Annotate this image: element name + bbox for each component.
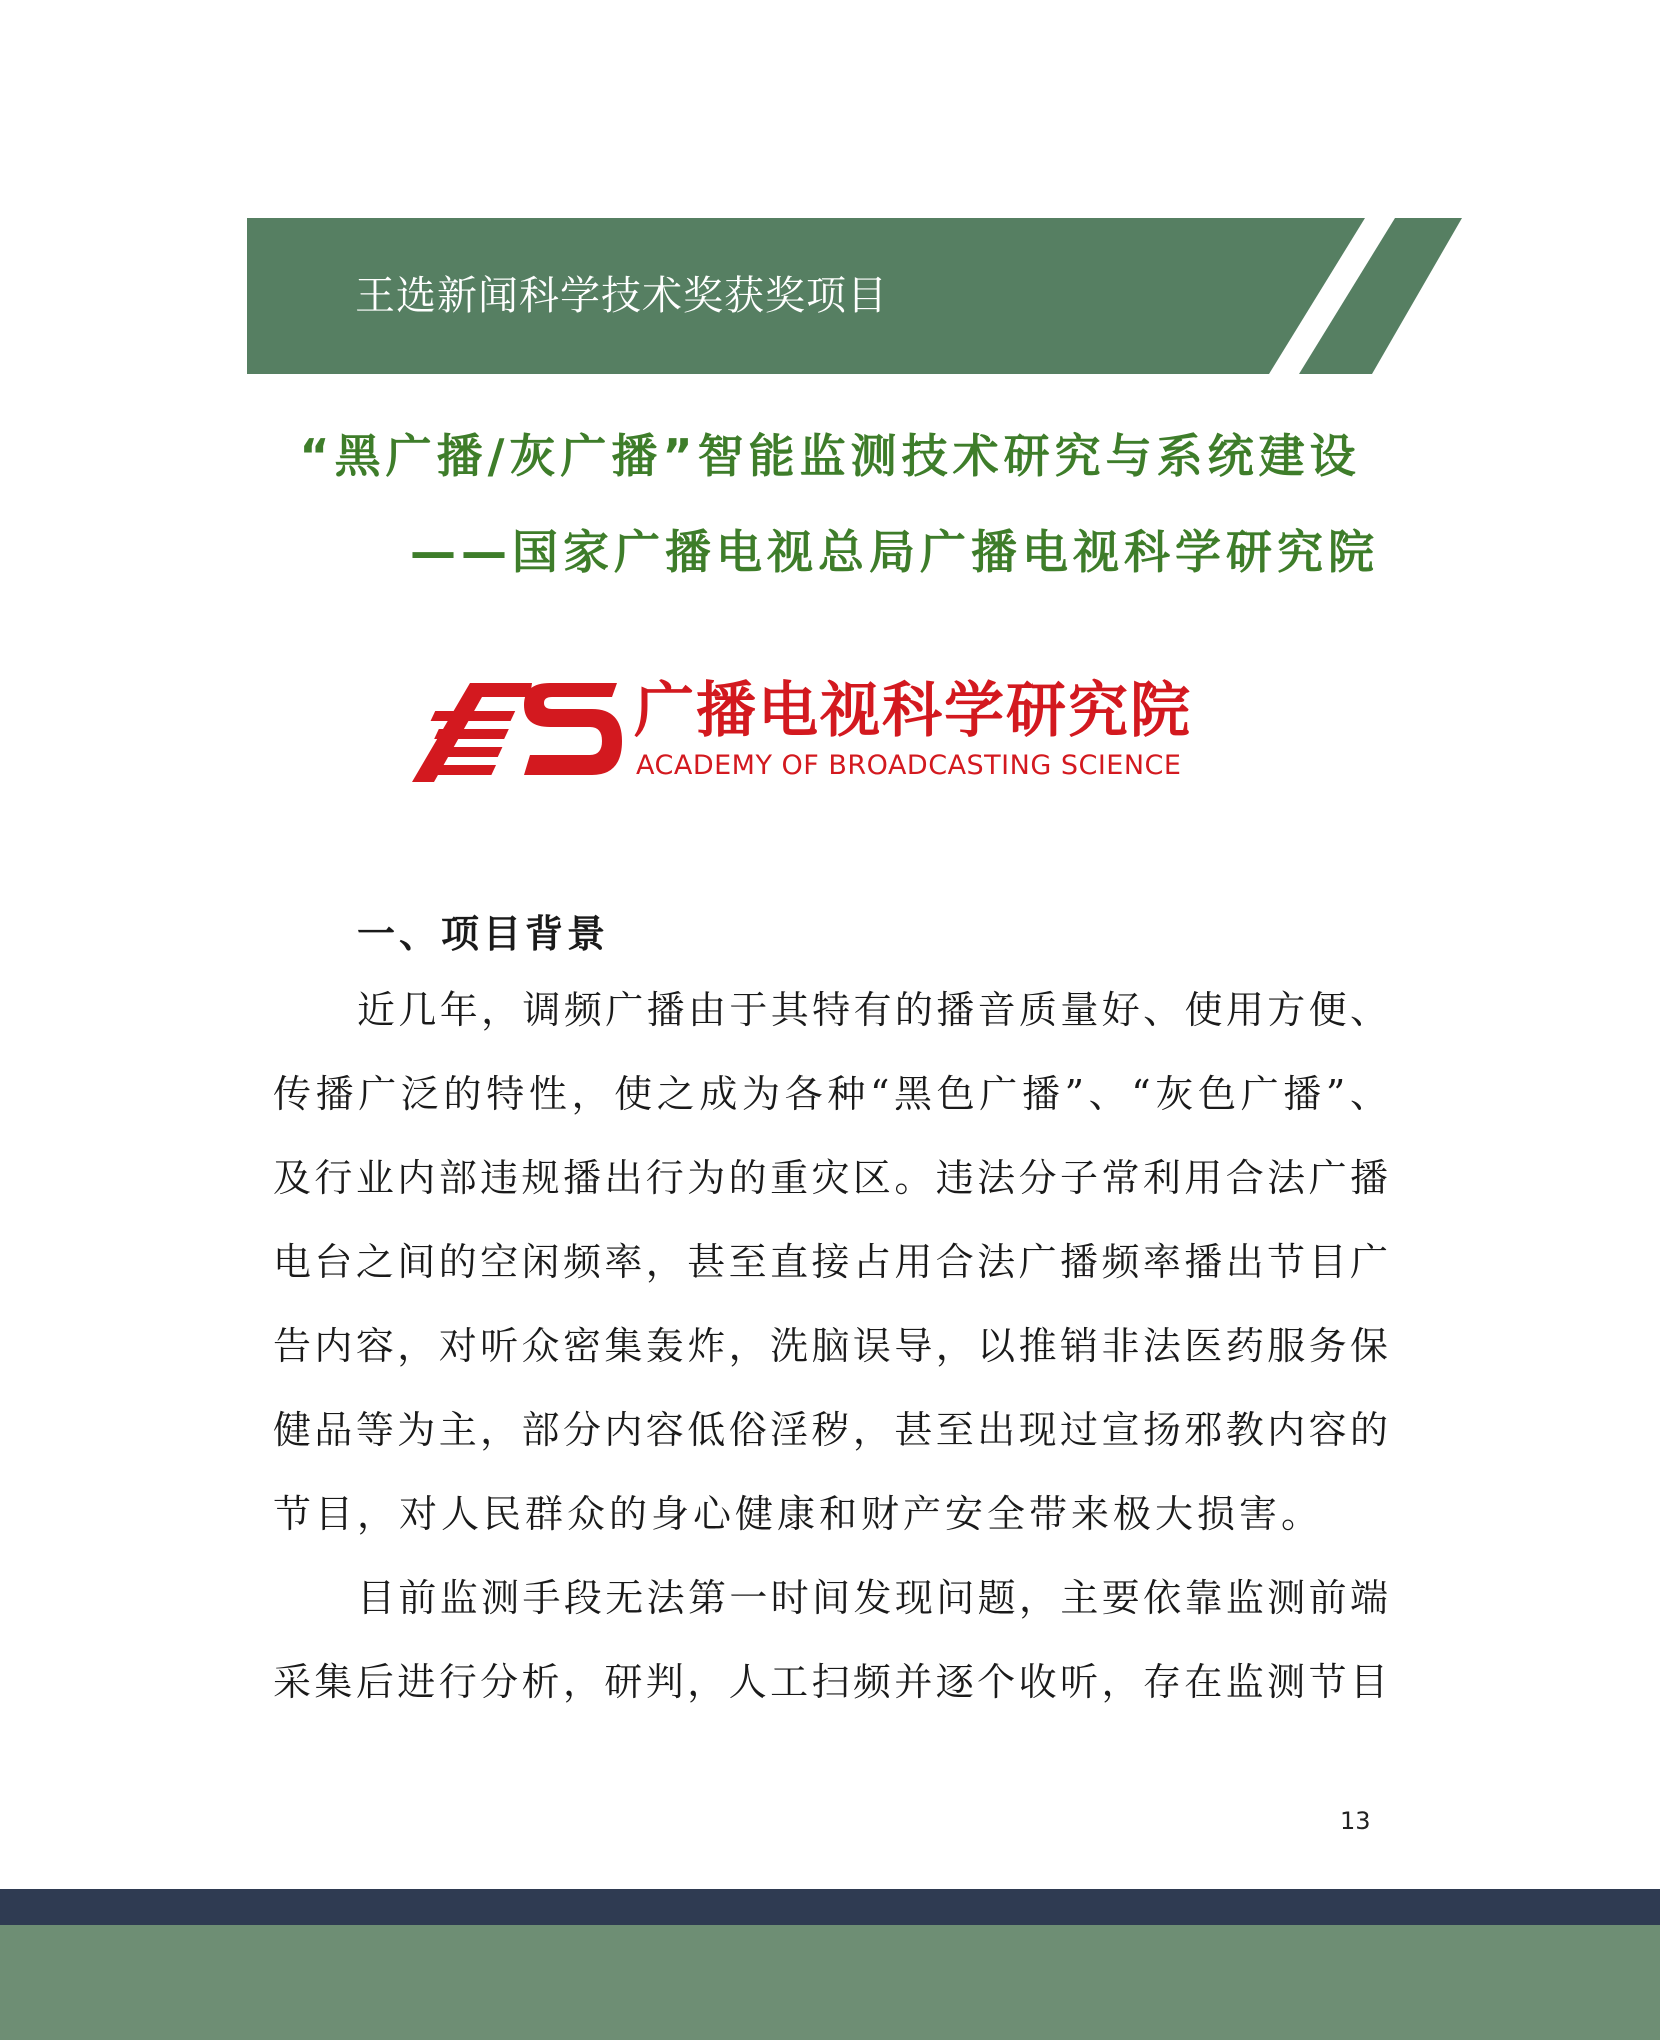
paragraph-line: 目前监测手段无法第一时间发现问题，主要依靠监测前端	[357, 1576, 1388, 1620]
footer-band-dark	[0, 1889, 1660, 1925]
paragraph-line: 告内容，对听众密集轰炸，洗脑误导，以推销非法医药服务保	[273, 1324, 1388, 1368]
academy-logo	[412, 675, 1240, 795]
paragraph-line: 采集后进行分析，研判，人工扫频并逐个收听，存在监测节目	[273, 1660, 1388, 1704]
paragraph-line: 电台之间的空闲频率，甚至直接占用合法广播频率播出节目广	[273, 1240, 1388, 1284]
document-subtitle: ——国家广播电视总局广播电视科学研究院	[410, 525, 1379, 579]
abs-logo-mark-icon	[412, 675, 622, 785]
logo-english-name: ACADEMY OF BROADCASTING SCIENCE	[636, 750, 1182, 781]
section-heading: 一、项目背景	[357, 912, 610, 956]
paragraph-line: 传播广泛的特性，使之成为各种“黑色广播”、“灰色广播”、	[273, 1072, 1388, 1116]
paragraph-line: 及行业内部违规播出行为的重灾区。违法分子常利用合法广播	[273, 1156, 1388, 1200]
paragraph-line: 近几年，调频广播由于其特有的播音质量好、使用方便、	[357, 988, 1388, 1032]
document-title: “黑广播/灰广播”智能监测技术研究与系统建设	[299, 429, 1361, 483]
paragraph-line: 健品等为主，部分内容低俗淫秽，甚至出现过宣扬邪教内容的	[273, 1408, 1388, 1452]
logo-chinese-name: 广播电视科学研究院	[634, 676, 1192, 746]
footer-band-green	[0, 1925, 1660, 2040]
banner-title: 王选新闻科学技术奖获奖项目	[355, 273, 888, 319]
page-number: 13	[1340, 1807, 1371, 1835]
paragraph-line: 节目，对人民群众的身心健康和财产安全带来极大损害。	[273, 1492, 1324, 1536]
header-banner	[247, 218, 1462, 374]
